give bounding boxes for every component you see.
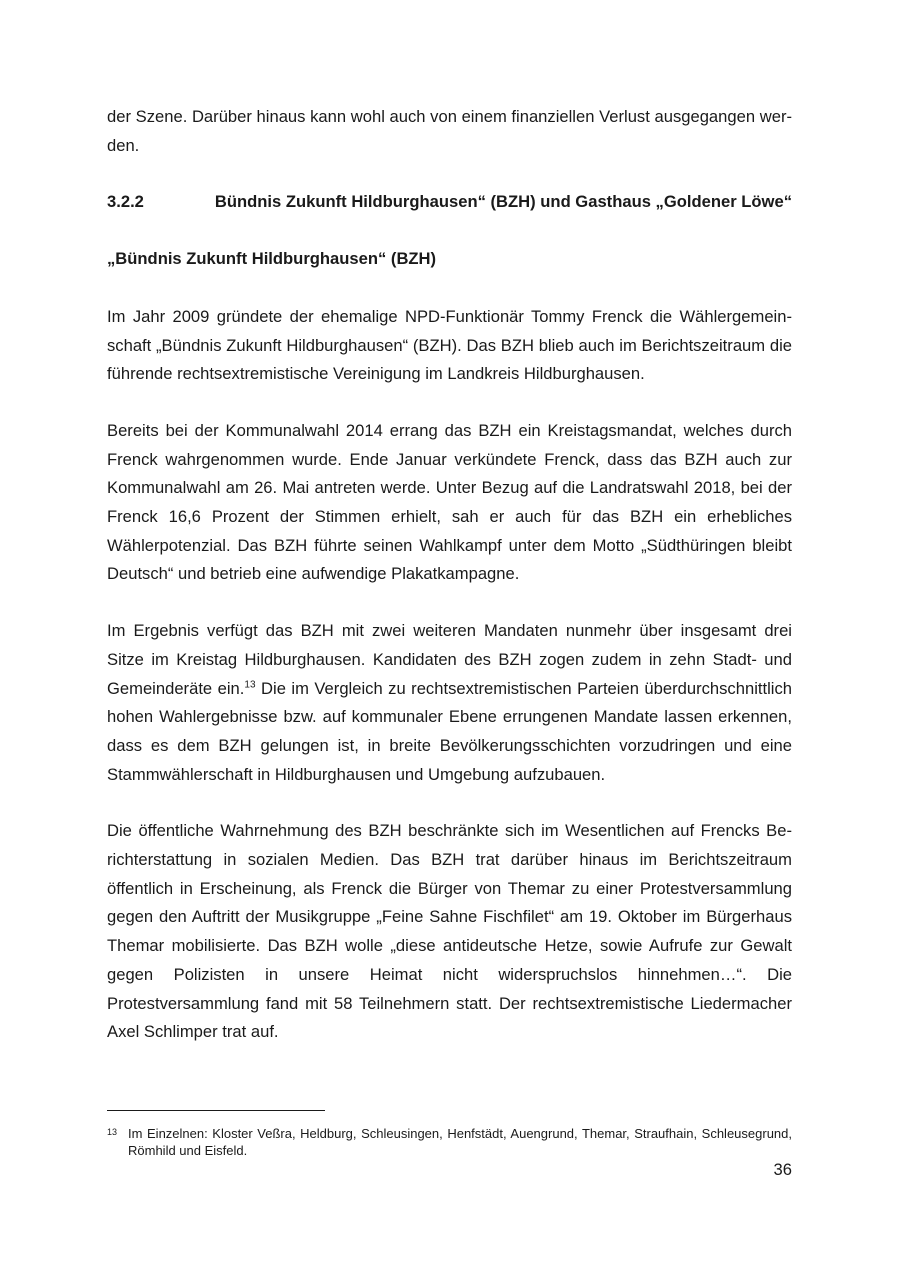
paragraph-results-after: Die im Vergleich zu rechtsextremistischen Parteien überdurchschnittlich hohen Wahlergebnisse bzw. auf kommunaler Ebene errungenen Mandate lassen erkennen, dass es dem BZH gelungen ist, in breite Bevölkerungsschichten vorzudringen und eine Stammwählerschaft in Hildburghausen und Umgebung aufzubauen. bbox=[107, 678, 792, 784]
paragraph-election: Bereits bei der Kommunalwahl 2014 errang das BZH ein Kreistagsmandat, welches durch Frenck wahrgenommen wurde. Ende Januar verkündete Frenck, dass das BZH auch zur Kommunalwahl am 26. Mai antreten werde. Unter Bezug auf die Landratswahl 2018, bei der Frenck 16,6 Prozent der Stimmen erhielt, sah er auch für das BZH ein erhebliches Wählerpotenzial. Das BZH führte seinen Wahlkampf unter dem Motto „Südthüringen bleibt Deutsch“ und betrieb eine aufwendige Plakatkampagne. bbox=[107, 420, 792, 584]
paragraph-results bbox=[107, 617, 792, 789]
footnote-text: Im Einzelnen: Kloster Veßra, Heldburg, Schleusingen, Henfstädt, Auengrund, Themar, Straufhain, Schleusegrund, Römhild und Eisfeld. bbox=[128, 1126, 792, 1158]
page-number: 36 bbox=[773, 1160, 792, 1179]
section-heading bbox=[107, 188, 792, 217]
paragraph-results-before: Im Ergebnis verfügt das BZH mit zwei weiteren Mandaten nunmehr über insgesamt drei Sitze im Kreistag Hildburghausen. Kandidaten des BZH zogen zudem in zehn Stadt- und Gemeinderäte ein. bbox=[107, 621, 792, 698]
footnote bbox=[107, 1126, 792, 1159]
section-title: Bündnis Zukunft Hildburghausen“ (BZH) und Gasthaus „Goldener Löwe“ bbox=[214, 192, 792, 212]
paragraph-public-perception: Die öffentliche Wahrnehmung des BZH beschränkte sich im Wesentlichen auf Frencks Berichterstattung in sozialen Medien. Das BZH trat darüber hinaus im Berichtszeitraum öffentlich in Erscheinung, als Frenck die Bürger von Themar zu einer Protestversammlung gegen den Auftritt der Musikgruppe „Feine Sahne Fischfilet“ am 19. Oktober im Bürgerhaus Themar mobilisierte. Das BZH wolle „diese antideutsche Hetze, sowie Aufrufe zur Gewalt gegen Polizisten in unsere Heimat nicht widerspruchslos hinnehmen…“. Die Protestversammlung fand mit 58 Teilnehmern statt. Der rechtsextremistische Liedermacher Axel Schlimper trat auf. bbox=[107, 821, 792, 1042]
intro-paragraph: der Szene. Darüber hinaus kann wohl auch von einem finanziellen Verlust ausgegangen werden. bbox=[107, 107, 792, 155]
section-number: 3.2.2 bbox=[107, 192, 144, 212]
footnote-reference[interactable]: 13 bbox=[244, 679, 256, 691]
footnote-number: 13 bbox=[107, 1127, 118, 1137]
subheading: „Bündnis Zukunft Hildburghausen“ (BZH) bbox=[107, 249, 437, 269]
footnote-separator bbox=[107, 1110, 325, 1111]
paragraph-founding: Im Jahr 2009 gründete der ehemalige NPD-Funktionär Tommy Frenck die Wählergemeinschaft „Bündnis Zukunft Hildburghausen“ (BZH). Das BZH blieb auch im Berichtszeitraum die führende rechtsextremistische Vereinigung im Landkreis Hildburghausen. bbox=[107, 306, 792, 384]
main-text bbox=[107, 103, 792, 1075]
